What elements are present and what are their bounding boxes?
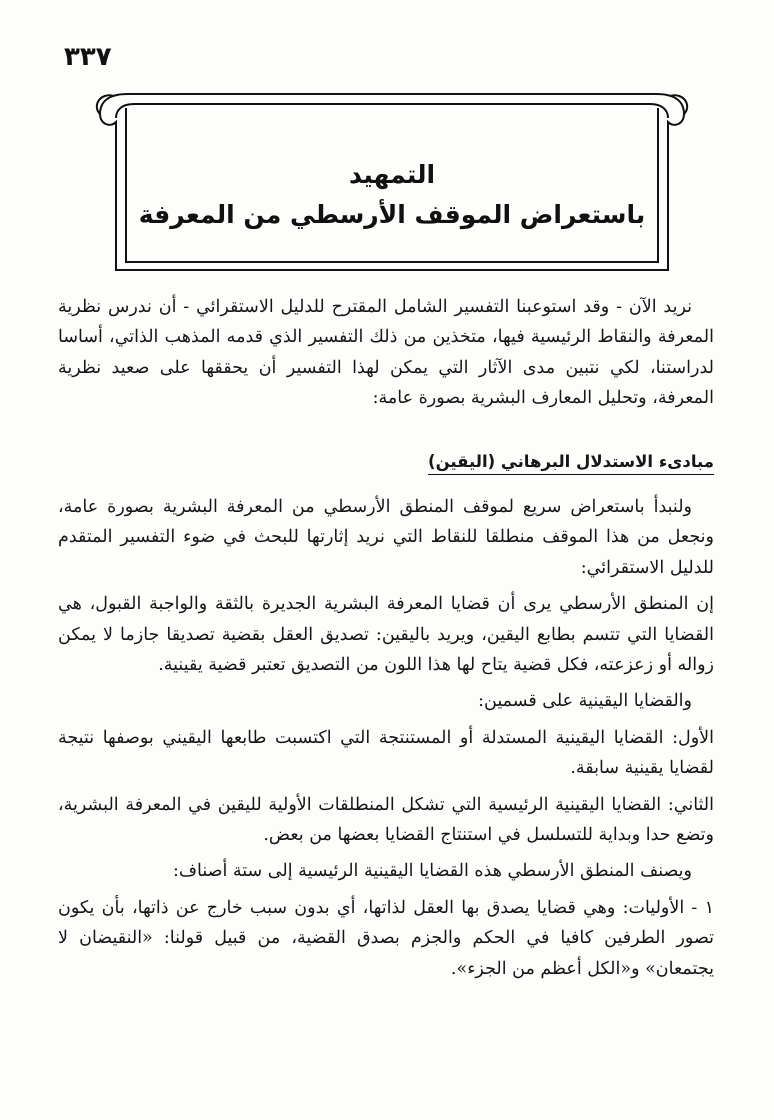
intro-block xyxy=(58,292,714,414)
chapter-subtitle: باستعراض الموقف الأرسطي من المعرفة xyxy=(138,200,646,229)
chapter-title: التمهيد xyxy=(348,160,436,189)
paragraph-7: ١ - الأوليات: وهي قضايا يصدق بها العقل لذاتها، أي بدون سبب خارج عن ذاتها، بأن يكون تصور الطرفين كافيا في الحكم والجزم بصدق القضية، من قبيل قولنا: «النقيضان لا يجتمعان» و«الكل أعظم من الجزء». xyxy=(58,897,714,979)
page-number: ٣٣٧ xyxy=(64,42,112,72)
section-body xyxy=(58,492,714,990)
paragraph-2: إن المنطق الأرسطي يرى أن قضايا المعرفة البشرية الجديرة بالثقة والواجبة القبول، هي القضايا التي تتسم بطابع اليقين، ويريد باليقين: تصديق العقل بقضية تصديقا جازما لا يمكن زواله أو زعزعته، فكل قضية يتاح لها هذا اللون من التصديق تعتبر قضية يقينية. xyxy=(58,594,714,676)
paragraph-1: ولنبدأ باستعراض سريع لموقف المنطق الأرسطي من المعرفة البشرية بصورة عامة، ونجعل من هذا الموقف منطلقا للنقاط التي نريد إثارتها للبحث في ضوء التفسير المتقدم للدليل الاستقرائي: xyxy=(58,497,714,578)
paragraph-6: ويصنف المنطق الأرسطي هذه القضايا اليقينية الرئيسية إلى ستة أصناف: xyxy=(172,861,692,882)
paragraph-3: والقضايا اليقينية على قسمين: xyxy=(478,691,692,712)
title-frame xyxy=(88,84,696,280)
intro-paragraph: نريد الآن - وقد استوعبنا التفسير الشامل المقترح للدليل الاستقرائي - أن ندرس نظرية المعرفة والنقاط الرئيسية فيها، متخذين من ذلك التفسير الذي قدمه المذهب الذاتي، أساسا لدراستنا، لكي نتبين مدى الآثار التي يمكن لهذا التفسير أن يحققها على صعيد نظرية المعرفة، وتحليل المعارف البشرية بصورة عامة: xyxy=(58,297,714,409)
paragraph-4: الأول: القضايا اليقينية المستدلة أو المستنتجة التي اكتسبت طابعها اليقيني بوصفها نتيجة لقضايا يقينية سابقة. xyxy=(58,727,714,779)
paragraph-5: الثاني: القضايا اليقينية الرئيسية التي تشكل المنطلقات الأولية لليقين في المعرفة البشرية، وتضع حدا وبداية للتسلسل في استنتاج القضايا بعضها من بعض. xyxy=(58,794,714,846)
section-heading: مبادىء الاستدلال البرهاني (اليقين) xyxy=(428,452,714,475)
